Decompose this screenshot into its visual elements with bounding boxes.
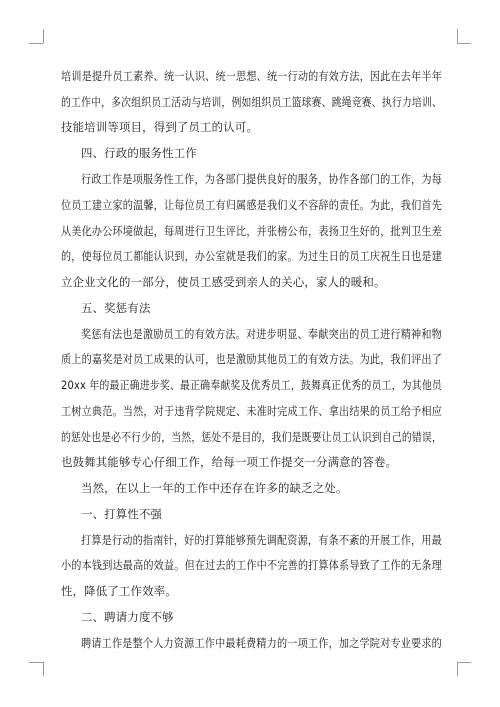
crop-mark-bottom-right-vertical (457, 662, 458, 676)
body-line: 立企业文化的一部分，使员工感受到亲人的关心，家人的暖和。 (61, 275, 386, 289)
body-line: 从美化办公环境做起，每周进行卫生评比，并张榜公布，表扬卫生好的，批判卫生差 (61, 224, 442, 238)
body-line: 也鼓舞其能够专心仔细工作，给每一项工作提交一分满意的答卷。 (61, 455, 398, 469)
body-line: 行政工作是项服务性工作，为各部门提供良好的服务，协作各部门的工作，为每 (81, 172, 442, 186)
body-line: 质上的嘉奖是对员工成果的认可，也是激励其他员工的有效方法。为此，我们评出了 (61, 352, 442, 366)
crop-mark-top-left-vertical (43, 29, 44, 43)
section-heading: 二、聘请力度不够 (81, 610, 174, 624)
crop-mark-bottom-left-horizontal (29, 662, 43, 663)
body-line: 的，使每位员工都能认识到，办公室就是我们的家。为过生日的员工庆祝生日也是建 (61, 249, 442, 263)
crop-mark-top-right-horizontal (457, 43, 471, 44)
crop-mark-top-right-vertical (457, 29, 458, 43)
body-line: 技能培训等项目，得到了员工的认可。 (61, 120, 259, 134)
body-line: 培训是提升员工素养、统一认识、统一思想、统一行动的有效方法，因此在去年半年 (61, 69, 442, 83)
section-heading: 四、行政的服务性工作 (81, 146, 197, 160)
body-line: 位员工建立家的温馨，让每位员工有归属感是我们义不容辞的责任。为此，我们首先 (61, 198, 442, 212)
crop-mark-bottom-right-horizontal (457, 662, 471, 663)
body-line: 聘请工作是整个人力资源工作中最耗费精力的一项工作，加之学院对专业要求的 (81, 636, 442, 650)
body-line: 的惩处也是必不行少的，当然，惩处不是目的，我们是既要让员工认识到自己的错误， (61, 430, 442, 444)
body-line: 工树立典范。当然，对于违背学院规定、未准时完成工作、拿出结果的员工给予相应 (61, 404, 442, 418)
body-line: 性，降低了工作效率。 (61, 584, 177, 598)
body-line: 当然，在以上一年的工作中还存在许多的缺乏之处。 (81, 481, 348, 495)
crop-mark-bottom-left-vertical (43, 662, 44, 676)
section-heading: 五、奖惩有法 (81, 301, 151, 315)
body-line: 的工作中，多次组织员工活动与培训，例如组织员工篮球赛、跳绳竞赛、执行力培训、 (61, 95, 442, 109)
body-line: 小的本钱到达最高的效益。但在过去的工作中不完善的打算体系导致了工作的无条理 (61, 558, 442, 572)
body-line: 奖惩有法也是激励员工的有效方法。对进步明显、奉献突出的员工进行精神和物 (81, 327, 442, 341)
section-heading: 一、打算性不强 (81, 507, 163, 521)
crop-mark-top-left-horizontal (29, 43, 43, 44)
body-line: 打算是行动的指南针，好的打算能够预先调配资源，有条不紊的开展工作，用最 (81, 533, 442, 547)
body-line: 20xx 年的最正确进步奖、最正确奉献奖及优秀员工，鼓舞真正优秀的员工，为其他员 (61, 378, 442, 392)
